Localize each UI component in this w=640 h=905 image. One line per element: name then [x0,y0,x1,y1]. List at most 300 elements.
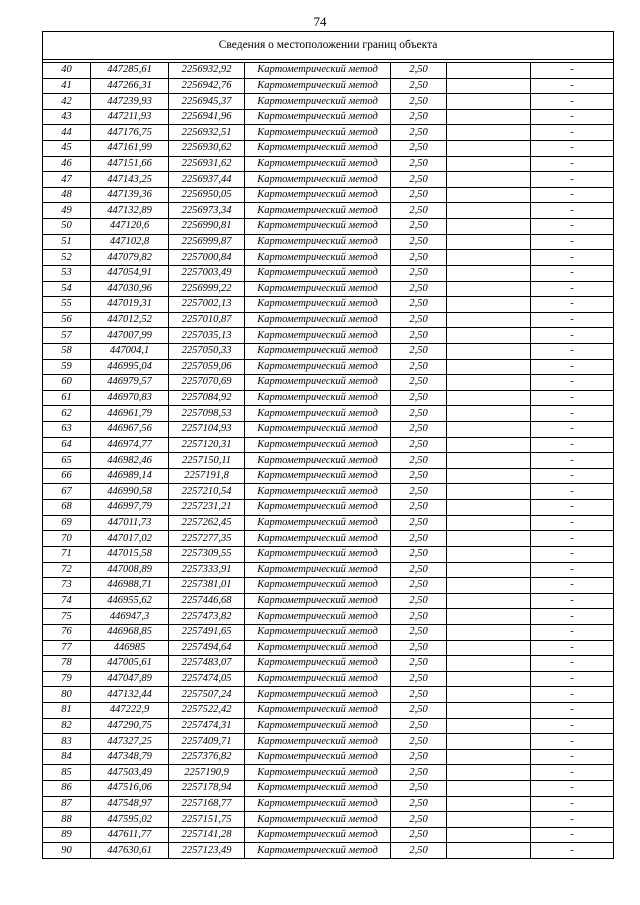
x-coordinate-cell: 447015,58 [91,546,169,562]
point-number-cell: 45 [43,141,91,157]
table-row [43,734,614,750]
description-cell [447,297,531,313]
point-number-cell: 62 [43,406,91,422]
accuracy-cell: 2,50 [391,375,447,391]
note-cell: - [531,671,614,687]
y-coordinate-cell: 2256999,22 [169,281,245,297]
description-cell [447,640,531,656]
x-coordinate-cell: 446985 [91,640,169,656]
accuracy-cell: 2,50 [391,546,447,562]
accuracy-cell: 2,50 [391,734,447,750]
note-cell: - [531,734,614,750]
note-cell: - [531,375,614,391]
point-number-cell: 72 [43,562,91,578]
y-coordinate-cell: 2256930,62 [169,141,245,157]
point-number-cell: 85 [43,765,91,781]
method-cell: Картометрический метод [245,812,391,828]
note-cell: - [531,297,614,313]
y-coordinate-cell: 2257277,35 [169,531,245,547]
note-cell: - [531,640,614,656]
note-cell: - [531,843,614,859]
x-coordinate-cell: 447007,99 [91,328,169,344]
note-cell: - [531,578,614,594]
table-row [43,109,614,125]
y-coordinate-cell: 2256941,96 [169,109,245,125]
y-coordinate-cell: 2257000,84 [169,250,245,266]
table-row [43,484,614,500]
x-coordinate-cell: 447266,31 [91,78,169,94]
point-number-cell: 65 [43,453,91,469]
x-coordinate-cell: 447079,82 [91,250,169,266]
method-cell: Картометрический метод [245,234,391,250]
y-coordinate-cell: 2257070,69 [169,375,245,391]
x-coordinate-cell: 446947,3 [91,609,169,625]
description-cell [447,500,531,516]
x-coordinate-cell: 447005,61 [91,656,169,672]
x-coordinate-cell: 446988,71 [91,578,169,594]
point-number-cell: 57 [43,328,91,344]
note-cell: - [531,781,614,797]
description-cell [447,827,531,843]
y-coordinate-cell: 2257151,75 [169,812,245,828]
method-cell: Картометрический метод [245,109,391,125]
description-cell [447,812,531,828]
table-title-row [43,32,614,60]
description-cell [447,422,531,438]
x-coordinate-cell: 447143,25 [91,172,169,188]
method-cell: Картометрический метод [245,281,391,297]
description-cell [447,781,531,797]
x-coordinate-cell: 447516,06 [91,781,169,797]
description-cell [447,609,531,625]
method-cell: Картометрический метод [245,422,391,438]
description-cell [447,562,531,578]
point-number-cell: 89 [43,827,91,843]
point-number-cell: 43 [43,109,91,125]
description-cell [447,718,531,734]
method-cell: Картометрический метод [245,250,391,266]
note-cell: - [531,687,614,703]
note-cell: - [531,484,614,500]
table-row [43,78,614,94]
point-number-cell: 42 [43,94,91,110]
x-coordinate-cell: 447047,89 [91,671,169,687]
accuracy-cell: 2,50 [391,63,447,79]
point-number-cell: 41 [43,78,91,94]
point-number-cell: 54 [43,281,91,297]
x-coordinate-cell: 446967,56 [91,422,169,438]
note-cell: - [531,406,614,422]
accuracy-cell: 2,50 [391,234,447,250]
note-cell: - [531,109,614,125]
accuracy-cell: 2,50 [391,593,447,609]
y-coordinate-cell: 2257141,28 [169,827,245,843]
description-cell [447,312,531,328]
accuracy-cell: 2,50 [391,156,447,172]
point-number-cell: 46 [43,156,91,172]
point-number-cell: 40 [43,63,91,79]
accuracy-cell: 2,50 [391,843,447,859]
description-cell [447,687,531,703]
accuracy-cell: 2,50 [391,609,447,625]
description-cell [447,343,531,359]
method-cell: Картометрический метод [245,531,391,547]
method-cell: Картометрический метод [245,624,391,640]
method-cell: Картометрический метод [245,765,391,781]
description-cell [447,593,531,609]
table-row [43,406,614,422]
note-cell: - [531,546,614,562]
method-cell: Картометрический метод [245,78,391,94]
note-cell: - [531,172,614,188]
note-cell: - [531,250,614,266]
note-cell: - [531,94,614,110]
y-coordinate-cell: 2257210,54 [169,484,245,500]
x-coordinate-cell: 447019,31 [91,297,169,313]
x-coordinate-cell: 447630,61 [91,843,169,859]
point-number-cell: 49 [43,203,91,219]
method-cell: Картометрический метод [245,219,391,235]
description-cell [447,234,531,250]
accuracy-cell: 2,50 [391,796,447,812]
description-cell [447,671,531,687]
method-cell: Картометрический метод [245,328,391,344]
y-coordinate-cell: 2257035,13 [169,328,245,344]
method-cell: Картометрический метод [245,609,391,625]
accuracy-cell: 2,50 [391,250,447,266]
description-cell [447,484,531,500]
note-cell: - [531,702,614,718]
table-row [43,297,614,313]
y-coordinate-cell: 2257010,87 [169,312,245,328]
accuracy-cell: 2,50 [391,671,447,687]
method-cell: Картометрический метод [245,702,391,718]
point-number-cell: 56 [43,312,91,328]
accuracy-cell: 2,50 [391,390,447,406]
description-cell [447,78,531,94]
description-cell [447,359,531,375]
table-row [43,359,614,375]
x-coordinate-cell: 447102,8 [91,234,169,250]
table-row [43,640,614,656]
note-cell: - [531,765,614,781]
y-coordinate-cell: 2257262,45 [169,515,245,531]
table-row [43,593,614,609]
point-number-cell: 90 [43,843,91,859]
point-number-cell: 47 [43,172,91,188]
point-number-cell: 59 [43,359,91,375]
accuracy-cell: 2,50 [391,109,447,125]
page-number: 74 [313,14,327,29]
accuracy-cell: 2,50 [391,359,447,375]
x-coordinate-cell: 446990,58 [91,484,169,500]
point-number-cell: 81 [43,702,91,718]
y-coordinate-cell: 2257494,64 [169,640,245,656]
table-row [43,453,614,469]
method-cell: Картометрический метод [245,468,391,484]
table-row [43,390,614,406]
note-cell: - [531,827,614,843]
accuracy-cell: 2,50 [391,515,447,531]
accuracy-cell: 2,50 [391,531,447,547]
accuracy-cell: 2,50 [391,422,447,438]
note-cell: - [531,265,614,281]
note-cell: - [531,812,614,828]
method-cell: Картометрический метод [245,843,391,859]
point-number-cell: 69 [43,515,91,531]
description-cell [447,172,531,188]
description-cell [447,203,531,219]
method-cell: Картометрический метод [245,172,391,188]
table-row [43,63,614,79]
description-cell [447,281,531,297]
point-number-cell: 63 [43,422,91,438]
method-cell: Картометрический метод [245,125,391,141]
method-cell: Картометрический метод [245,359,391,375]
y-coordinate-cell: 2257178,94 [169,781,245,797]
table-row [43,796,614,812]
y-coordinate-cell: 2257104,93 [169,422,245,438]
table-row [43,500,614,516]
accuracy-cell: 2,50 [391,702,447,718]
table-row [43,531,614,547]
note-cell: - [531,656,614,672]
method-cell: Картометрический метод [245,578,391,594]
x-coordinate-cell: 447132,44 [91,687,169,703]
point-number-cell: 83 [43,734,91,750]
note-cell: - [531,531,614,547]
table-row [43,203,614,219]
note-cell: - [531,500,614,516]
point-number-cell: 76 [43,624,91,640]
method-cell: Картометрический метод [245,656,391,672]
x-coordinate-cell: 447211,93 [91,109,169,125]
note-cell: - [531,749,614,765]
x-coordinate-cell: 447239,93 [91,94,169,110]
x-coordinate-cell: 447008,89 [91,562,169,578]
note-cell: - [531,437,614,453]
x-coordinate-cell: 447327,25 [91,734,169,750]
method-cell: Картометрический метод [245,156,391,172]
note-cell: - [531,468,614,484]
table-row [43,219,614,235]
y-coordinate-cell: 2257098,53 [169,406,245,422]
table-row [43,328,614,344]
method-cell: Картометрический метод [245,515,391,531]
method-cell: Картометрический метод [245,141,391,157]
point-number-cell: 50 [43,219,91,235]
accuracy-cell: 2,50 [391,343,447,359]
method-cell: Картометрический метод [245,265,391,281]
y-coordinate-cell: 2257446,68 [169,593,245,609]
method-cell: Картометрический метод [245,437,391,453]
x-coordinate-cell: 446979,57 [91,375,169,391]
description-cell [447,109,531,125]
y-coordinate-cell: 2256990,81 [169,219,245,235]
y-coordinate-cell: 2257190,9 [169,765,245,781]
y-coordinate-cell: 2257002,13 [169,297,245,313]
method-cell: Картометрический метод [245,375,391,391]
y-coordinate-cell: 2257381,01 [169,578,245,594]
y-coordinate-cell: 2257168,77 [169,796,245,812]
table-row [43,812,614,828]
point-number-cell: 71 [43,546,91,562]
method-cell: Картометрический метод [245,781,391,797]
boundary-coordinates-table [42,31,614,859]
y-coordinate-cell: 2257309,55 [169,546,245,562]
accuracy-cell: 2,50 [391,94,447,110]
method-cell: Картометрический метод [245,203,391,219]
y-coordinate-cell: 2257474,31 [169,718,245,734]
accuracy-cell: 2,50 [391,78,447,94]
table-row [43,718,614,734]
note-cell: - [531,624,614,640]
x-coordinate-cell: 446995,04 [91,359,169,375]
note-cell: - [531,203,614,219]
table-row [43,187,614,203]
point-number-cell: 53 [43,265,91,281]
x-coordinate-cell: 447285,61 [91,63,169,79]
description-cell [447,796,531,812]
y-coordinate-cell: 2256973,34 [169,203,245,219]
x-coordinate-cell: 446989,14 [91,468,169,484]
point-number-cell: 68 [43,500,91,516]
point-number-cell: 77 [43,640,91,656]
description-cell [447,390,531,406]
description-cell [447,702,531,718]
note-cell: - [531,796,614,812]
y-coordinate-cell: 2257150,11 [169,453,245,469]
description-cell [447,250,531,266]
y-coordinate-cell: 2257084,92 [169,390,245,406]
x-coordinate-cell: 447548,97 [91,796,169,812]
description-cell [447,94,531,110]
point-number-cell: 66 [43,468,91,484]
table-row [43,578,614,594]
y-coordinate-cell: 2257120,31 [169,437,245,453]
note-cell: - [531,453,614,469]
description-cell [447,219,531,235]
description-cell [447,468,531,484]
x-coordinate-cell: 447176,75 [91,125,169,141]
description-cell [447,328,531,344]
description-cell [447,765,531,781]
note-cell: - [531,359,614,375]
note-cell: - [531,78,614,94]
x-coordinate-cell: 447030,96 [91,281,169,297]
accuracy-cell: 2,50 [391,125,447,141]
accuracy-cell: 2,50 [391,172,447,188]
table-row [43,141,614,157]
accuracy-cell: 2,50 [391,765,447,781]
note-cell: - [531,422,614,438]
note-cell: - [531,343,614,359]
accuracy-cell: 2,50 [391,749,447,765]
point-number-cell: 60 [43,375,91,391]
accuracy-cell: 2,50 [391,203,447,219]
point-number-cell: 79 [43,671,91,687]
y-coordinate-cell: 2257231,21 [169,500,245,516]
point-number-cell: 48 [43,187,91,203]
y-coordinate-cell: 2256999,87 [169,234,245,250]
description-cell [447,156,531,172]
y-coordinate-cell: 2257123,49 [169,843,245,859]
point-number-cell: 80 [43,687,91,703]
method-cell: Картометрический метод [245,63,391,79]
table-row [43,375,614,391]
y-coordinate-cell: 2257376,82 [169,749,245,765]
note-cell: - [531,234,614,250]
table-row [43,312,614,328]
table-row [43,250,614,266]
y-coordinate-cell: 2256932,51 [169,125,245,141]
x-coordinate-cell: 447011,73 [91,515,169,531]
description-cell [447,437,531,453]
y-coordinate-cell: 2256942,76 [169,78,245,94]
y-coordinate-cell: 2257409,71 [169,734,245,750]
method-cell: Картометрический метод [245,671,391,687]
method-cell: Картометрический метод [245,297,391,313]
accuracy-cell: 2,50 [391,812,447,828]
accuracy-cell: 2,50 [391,453,447,469]
note-cell: - [531,562,614,578]
description-cell [447,63,531,79]
y-coordinate-cell: 2257059,06 [169,359,245,375]
note-cell: - [531,141,614,157]
accuracy-cell: 2,50 [391,718,447,734]
table-row [43,343,614,359]
x-coordinate-cell: 447012,52 [91,312,169,328]
accuracy-cell: 2,50 [391,406,447,422]
x-coordinate-cell: 447132,89 [91,203,169,219]
method-cell: Картометрический метод [245,718,391,734]
description-cell [447,749,531,765]
x-coordinate-cell: 446982,46 [91,453,169,469]
note-cell: - [531,328,614,344]
note-cell: - [531,281,614,297]
x-coordinate-cell: 446961,79 [91,406,169,422]
table-row [43,609,614,625]
point-number-cell: 87 [43,796,91,812]
description-cell [447,265,531,281]
y-coordinate-cell: 2257507,24 [169,687,245,703]
note-cell: - [531,593,614,609]
note-cell: - [531,156,614,172]
accuracy-cell: 2,50 [391,187,447,203]
accuracy-cell: 2,50 [391,141,447,157]
point-number-cell: 55 [43,297,91,313]
table-row [43,843,614,859]
accuracy-cell: 2,50 [391,827,447,843]
table-row [43,468,614,484]
table-row [43,125,614,141]
method-cell: Картометрический метод [245,593,391,609]
table-row [43,281,614,297]
accuracy-cell: 2,50 [391,500,447,516]
description-cell [447,843,531,859]
accuracy-cell: 2,50 [391,468,447,484]
x-coordinate-cell: 447290,75 [91,718,169,734]
x-coordinate-cell: 447348,79 [91,749,169,765]
y-coordinate-cell: 2256950,05 [169,187,245,203]
table-row [43,234,614,250]
point-number-cell: 51 [43,234,91,250]
description-cell [447,515,531,531]
point-number-cell: 74 [43,593,91,609]
method-cell: Картометрический метод [245,453,391,469]
table-row [43,827,614,843]
x-coordinate-cell: 447004,1 [91,343,169,359]
